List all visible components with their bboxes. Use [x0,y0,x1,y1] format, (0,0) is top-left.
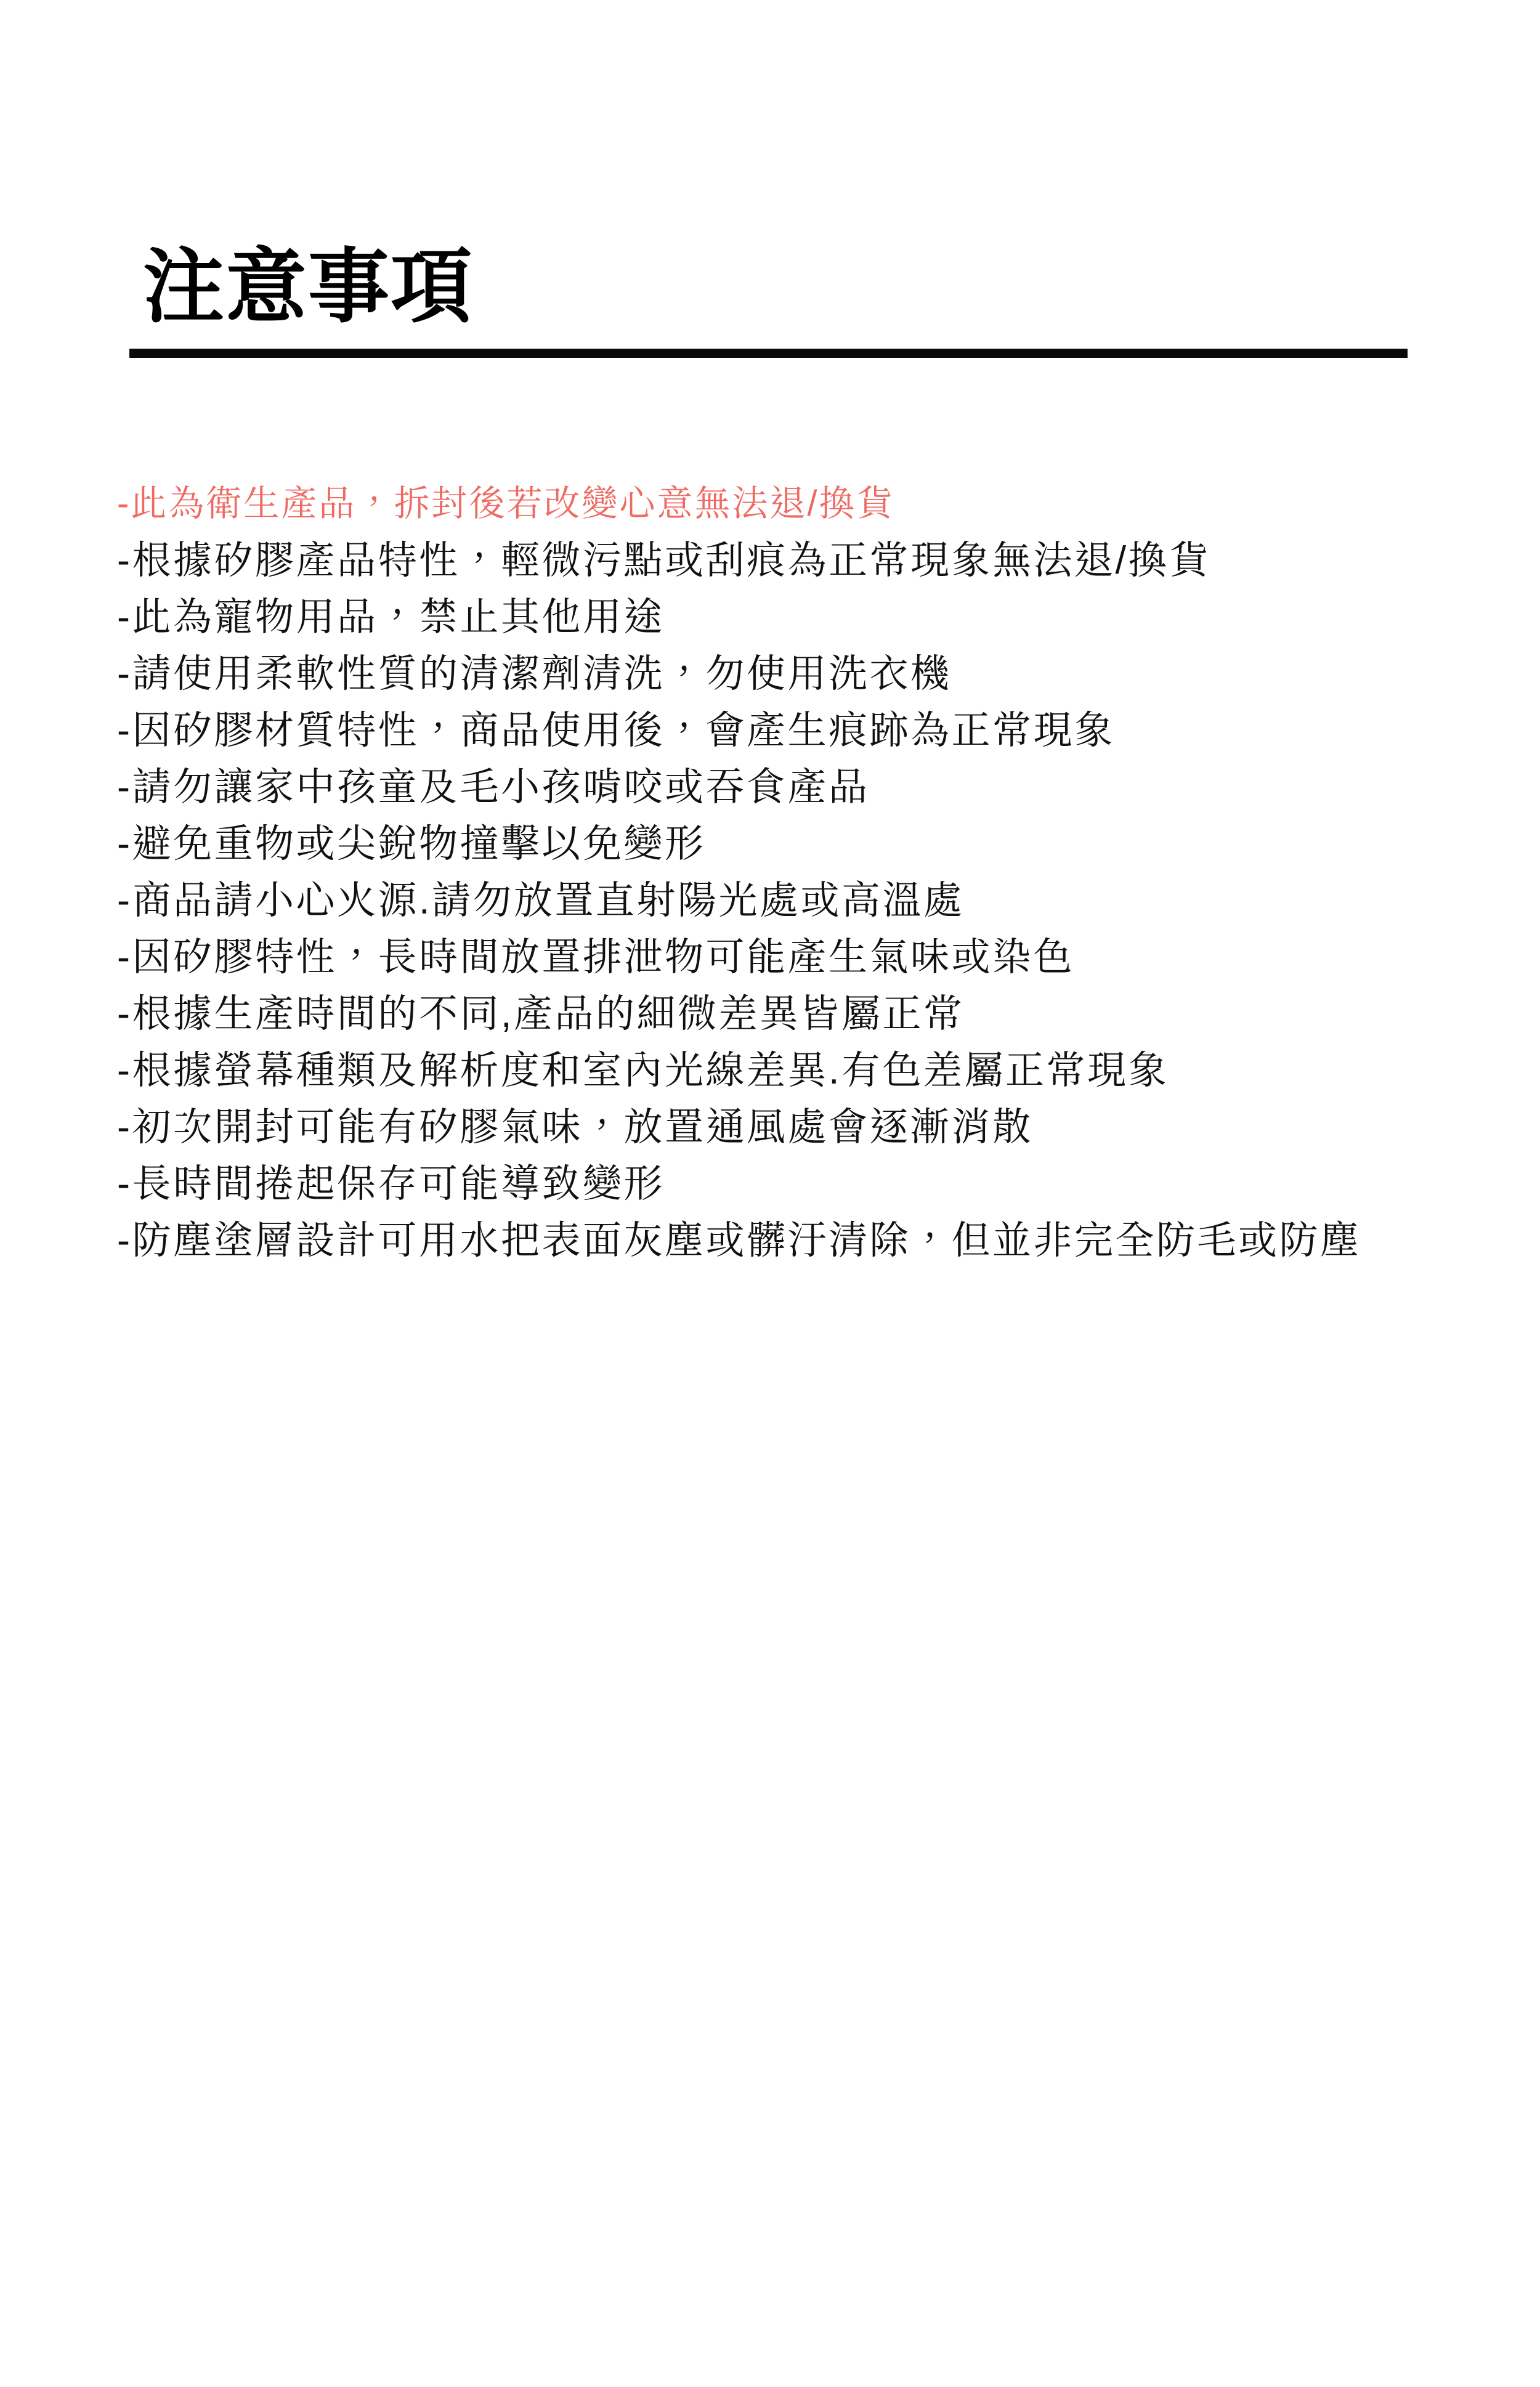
notice-list-item: -請勿讓家中孩童及毛小孩啃咬或吞食產品 [117,766,870,809]
notice-list-item: -避免重物或尖銳物撞擊以免變形 [117,822,706,865]
notice-list-item: -初次開封可能有矽膠氣味，放置通風處會逐漸消散 [117,1106,1034,1149]
notice-list-item: -因矽膠特性，長時間放置排泄物可能產生氣味或染色 [117,936,1074,979]
notice-list-item: -根據矽膠產品特性，輕微污點或刮痕為正常現象無法退/換貨 [117,539,1210,582]
notice-list-item: -長時間捲起保存可能導致變形 [117,1162,665,1206]
notice-list-item: -請使用柔軟性質的清潔劑清洗，勿使用洗衣機 [117,652,952,695]
notice-list-item: -此為衛生產品，拆封後若改變心意無法退/換貨 [117,484,894,524]
page-title: 注意事項 [143,241,473,332]
title-divider-rule [129,349,1408,358]
title-block [129,241,1417,358]
notice-list-item: -防塵塗層設計可用水把表面灰塵或髒汙清除，但並非完全防毛或防塵 [117,1219,1361,1262]
notice-list-item: -此為寵物用品，禁止其他用途 [117,596,665,639]
notice-list-item: -因矽膠材質特性，商品使用後，會產生痕跡為正常現象 [117,709,1116,752]
notice-list-item: -商品請小心火源.請勿放置直射陽光處或高溫處 [117,879,965,922]
notice-list-item: -根據生產時間的不同,產品的細微差異皆屬正常 [117,992,965,1035]
notice-list-item: -根據螢幕種類及解析度和室內光線差異.有色差屬正常現象 [117,1049,1169,1092]
notice-list [117,476,1392,1269]
